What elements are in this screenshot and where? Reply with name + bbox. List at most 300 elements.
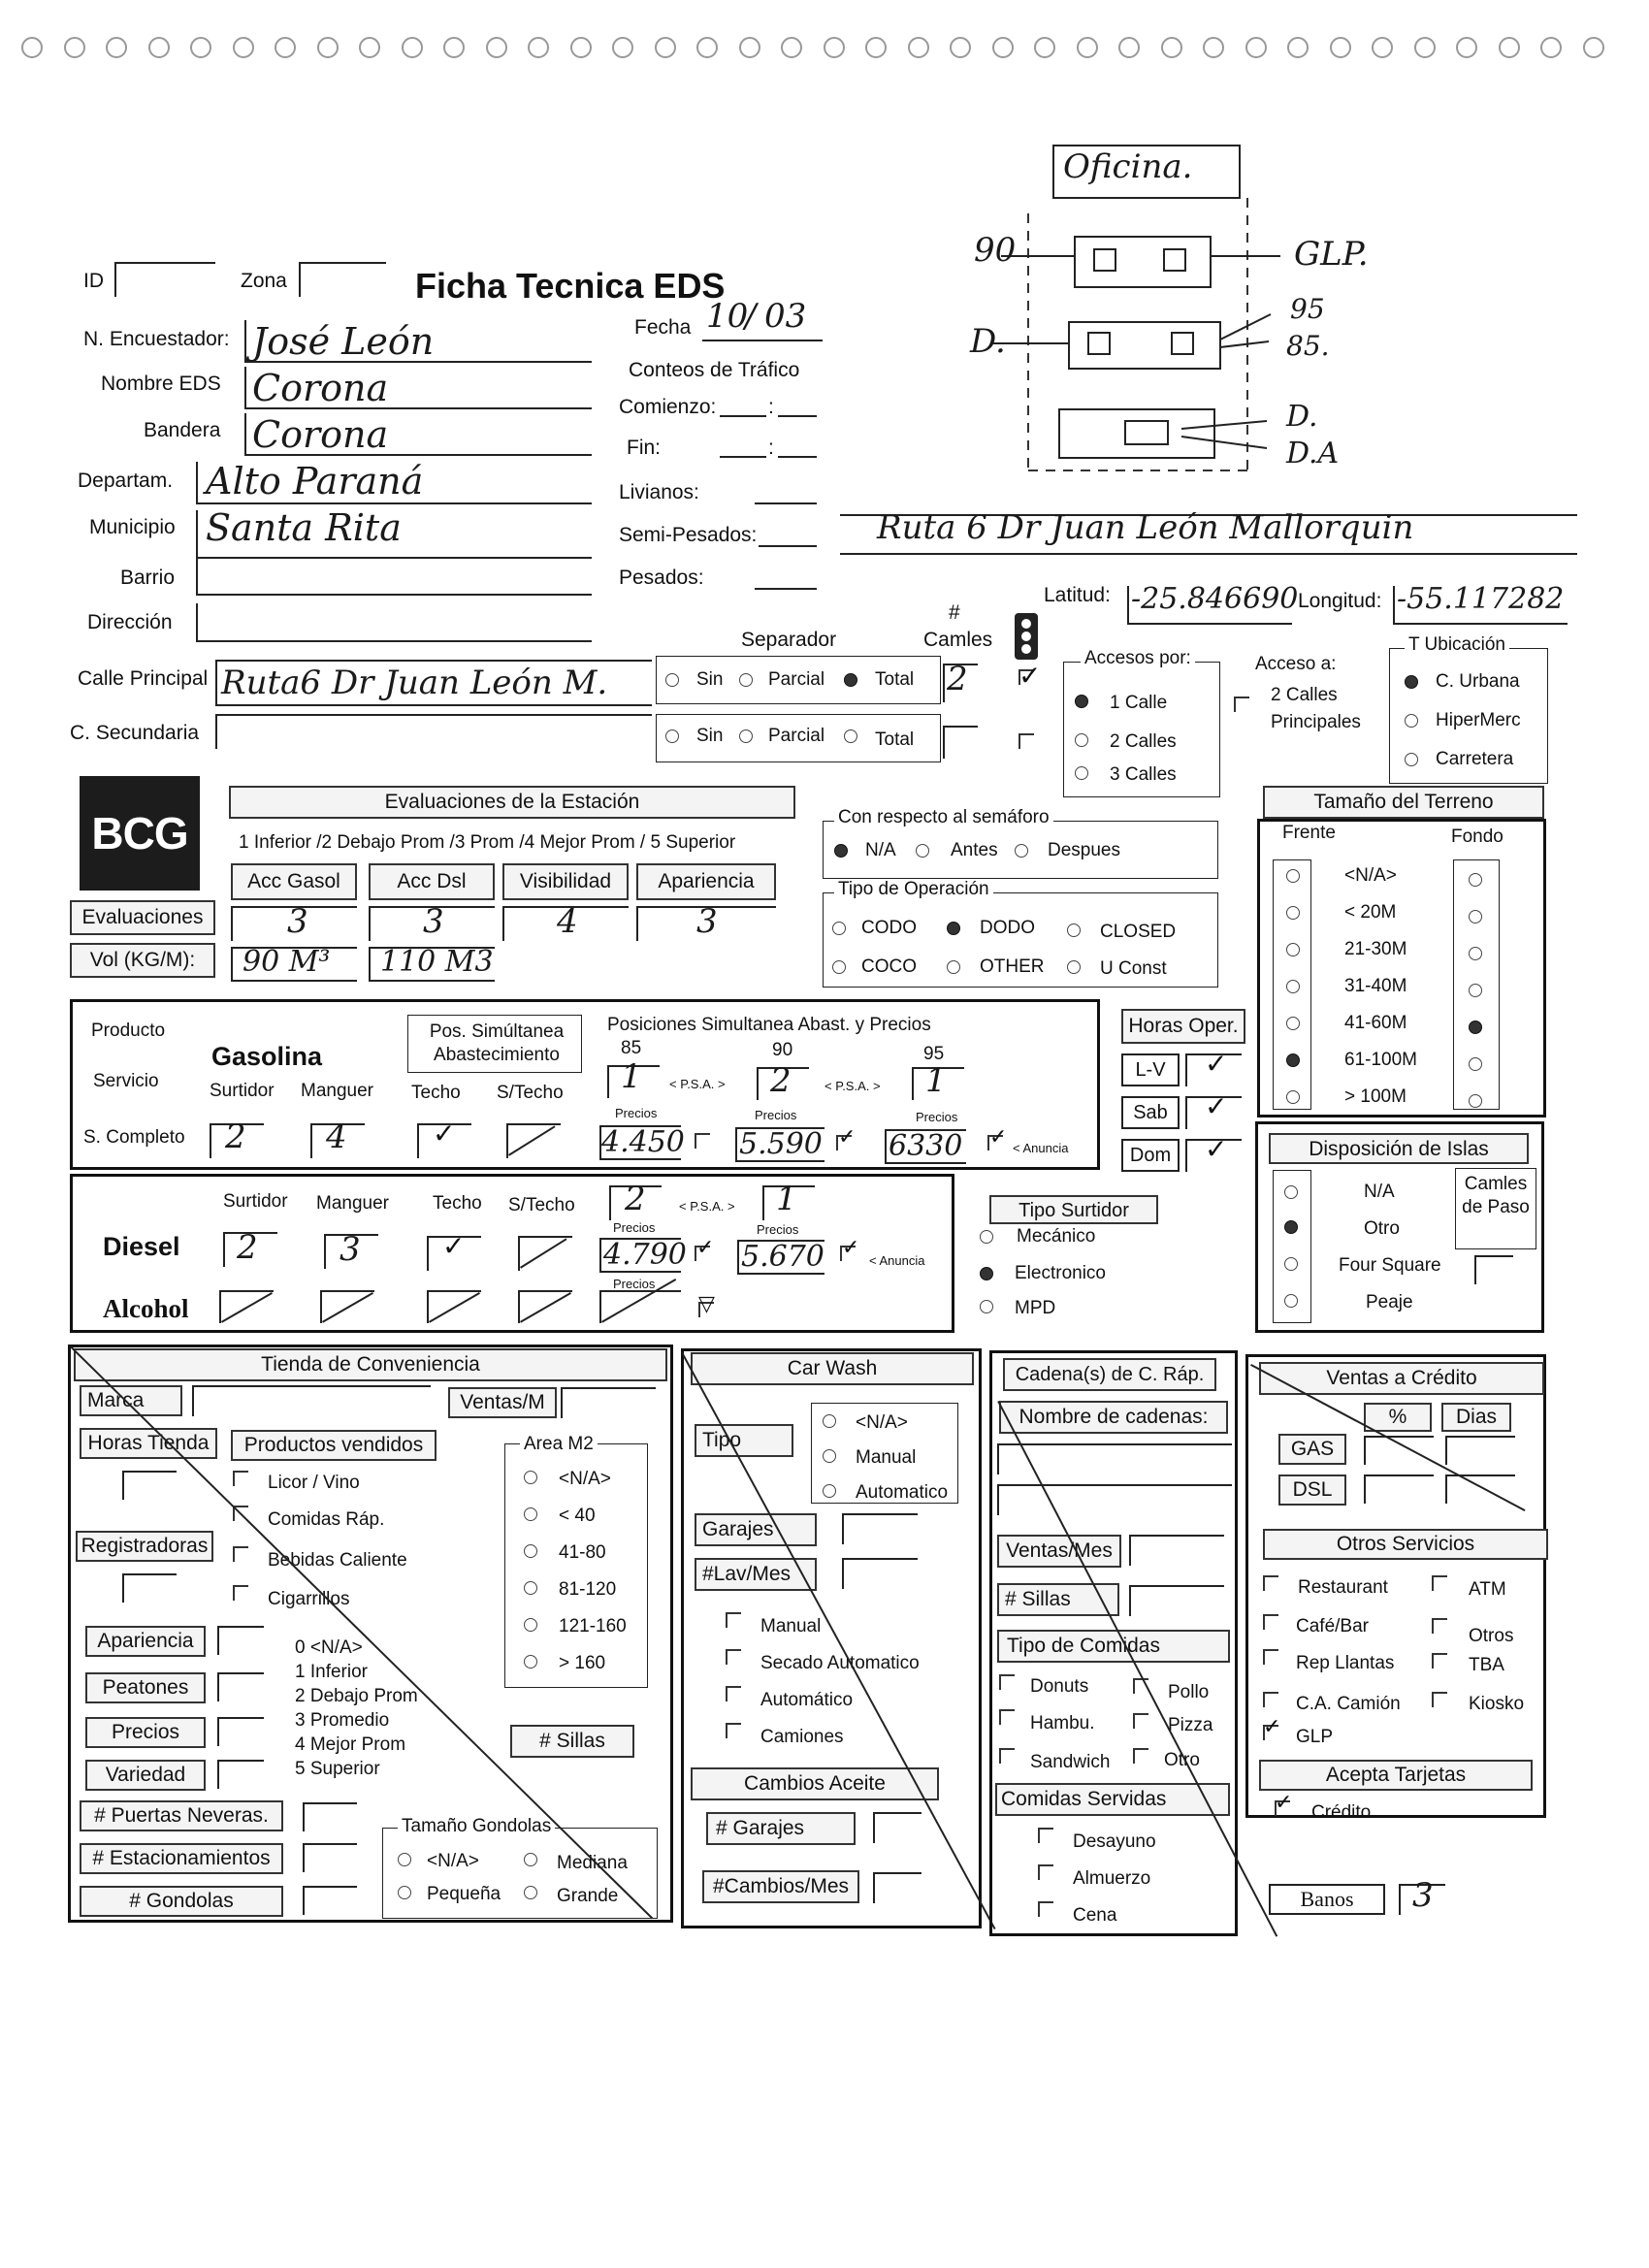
sep2-parcial-label: Parcial (768, 726, 825, 746)
tienda-neveras-field[interactable] (303, 1802, 357, 1831)
cw-opt-check-3[interactable] (726, 1723, 741, 1738)
psa-label-2: < P.S.A. > (824, 1079, 881, 1093)
binding-ring (1540, 37, 1562, 58)
vol-label: Vol (KG/M): (70, 943, 215, 978)
rep-check[interactable] (1263, 1649, 1278, 1665)
otros-servicios-title: Otros Servicios (1263, 1529, 1548, 1560)
calle-value: Ruta6 Dr Juan León M. (221, 664, 608, 702)
tienda-scale-item: 4 Mejor Prom (295, 1734, 406, 1755)
ubicacion-urbana-radio[interactable] (1405, 675, 1418, 689)
vol2-value: 110 M3 (380, 945, 494, 979)
fecha-month: 03 (764, 297, 807, 336)
bebidas-check[interactable] (233, 1546, 248, 1562)
zona-field[interactable] (299, 262, 386, 297)
dsl-anuncia-label: < Anuncia (869, 1253, 925, 1268)
binding-ring (148, 37, 170, 58)
tienda-scale-item: 1 Inferior (295, 1662, 368, 1682)
binding-ring (486, 37, 507, 58)
area-radio-5[interactable] (524, 1655, 537, 1669)
tienda-ventas: Ventas/M (448, 1387, 557, 1418)
area-radio-0[interactable] (524, 1471, 537, 1484)
cw-na-radio[interactable] (823, 1414, 836, 1428)
ts-mpd-radio[interactable] (980, 1300, 993, 1313)
sep2-total-radio[interactable] (844, 729, 857, 743)
sep2-light-check[interactable] (1018, 733, 1034, 749)
binding-ring (950, 37, 971, 58)
horas-lv-tick: ✓ (1205, 1048, 1228, 1080)
atm-check[interactable] (1432, 1575, 1447, 1591)
otro-check[interactable] (1133, 1748, 1148, 1764)
binding-ring (655, 37, 676, 58)
ts-mpd-label: MPD (1015, 1298, 1056, 1318)
traffic-light-icon (1009, 609, 1044, 664)
area-radio-1[interactable] (524, 1507, 537, 1521)
tienda-variedad-field[interactable] (217, 1760, 264, 1789)
credito-gas: GAS (1278, 1434, 1346, 1465)
islas-four-radio[interactable] (1284, 1257, 1298, 1271)
hambu-label: Hambu. (1030, 1713, 1095, 1733)
ubicacion-carretera-radio[interactable] (1405, 753, 1418, 766)
oct95: 95 (923, 1044, 945, 1064)
eval-acc-gasol: 3 (287, 902, 308, 941)
tba-label: TBA (1469, 1655, 1504, 1675)
acceso-a-check[interactable] (1234, 697, 1249, 712)
latitud-label: Latitud: (1044, 584, 1111, 606)
binding-ring (696, 37, 718, 58)
municipio-label: Municipio (89, 516, 176, 538)
op-coco-radio[interactable] (832, 960, 846, 974)
frente-radio-1[interactable] (1286, 906, 1300, 920)
licor-check[interactable] (233, 1471, 248, 1486)
eval-acc-dsl: 3 (423, 902, 444, 941)
dsl-surtidor-label: Surtidor (223, 1191, 288, 1212)
binding-ring (781, 37, 802, 58)
horas-dom-tick: ✓ (1205, 1133, 1228, 1165)
tienda-apariencia: Apariencia (85, 1626, 206, 1657)
sep1-light-tick: ✓ (1018, 660, 1042, 692)
sketch-right3a: D. (1286, 400, 1318, 434)
dsl-price2-value: 5.670 (741, 1240, 824, 1274)
vol1-value: 90 M³ (242, 945, 331, 979)
tienda-gondolas-field[interactable] (303, 1886, 357, 1915)
nombre-label: Nombre EDS (101, 373, 221, 395)
binding-ring (824, 37, 845, 58)
restaurant-check[interactable] (1263, 1575, 1278, 1591)
gond-mediana-radio[interactable] (524, 1853, 537, 1866)
binding-ring (106, 37, 127, 58)
camiones-hash: # (949, 601, 960, 624)
binding-ring (1499, 37, 1520, 58)
fin-m[interactable] (778, 456, 817, 458)
pesados-label: Pesados: (619, 567, 704, 589)
frente-radio-6[interactable] (1286, 1090, 1300, 1104)
dsl-price1-value: 4.790 (603, 1238, 687, 1272)
pos95-value: 1 (925, 1061, 947, 1100)
dsl-price2-tick: ✓ (842, 1236, 860, 1260)
islas-camiones: Camles de Paso (1455, 1168, 1536, 1249)
cambios-garajes: # Garajes (706, 1812, 856, 1845)
credito-dias: Dias (1441, 1403, 1511, 1432)
sketch-left1: 90 (974, 231, 1017, 270)
islas-na-radio[interactable] (1284, 1185, 1298, 1199)
accesos-1-label: 1 Calle (1110, 693, 1168, 713)
binding-ring (1034, 37, 1055, 58)
area-radio-4[interactable] (524, 1618, 537, 1632)
nombre-value: Corona (252, 367, 389, 409)
kiosko-label: Kiosko (1469, 1694, 1525, 1714)
fin-h[interactable] (720, 456, 766, 458)
separador-label: Separador (741, 629, 837, 651)
cadenas-servidas: Comidas Servidas (995, 1783, 1230, 1816)
cigarrillos-check[interactable] (233, 1585, 248, 1601)
binding-ring (1203, 37, 1224, 58)
rep-label: Rep Llantas (1296, 1653, 1395, 1673)
sep1-total-radio[interactable] (844, 673, 857, 687)
pizza-label: Pizza (1168, 1715, 1213, 1735)
fondo-radio-3[interactable] (1469, 984, 1482, 997)
op-uconst-radio[interactable] (1067, 960, 1081, 974)
bandera-label: Bandera (144, 419, 221, 441)
tienda-registradoras-field[interactable] (122, 1573, 177, 1603)
pos85-value: 1 (621, 1057, 642, 1096)
tam-gondolas-title: Tamaño Gondolas (398, 1816, 555, 1837)
semaforo-title: Con respecto al semáforo (834, 807, 1053, 828)
binding-ring (1330, 37, 1351, 58)
tienda-scale-item: 5 Superior (295, 1759, 380, 1779)
binding-ring (21, 37, 43, 58)
sketch-right2a: 95 (1290, 293, 1325, 325)
frente-radio-4[interactable] (1286, 1017, 1300, 1030)
gas-techo-tick: ✓ (433, 1118, 456, 1150)
comienzo-h[interactable] (720, 415, 766, 417)
tienda-scale-item: 2 Debajo Prom (295, 1686, 418, 1706)
cadenas-tipo: Tipo de Comidas (997, 1630, 1230, 1663)
binding-ring (443, 37, 465, 58)
fecha-day: 10 (706, 297, 749, 336)
terreno-row-label: 41-60M (1344, 1013, 1407, 1033)
eval-apariencia: 3 (696, 902, 718, 941)
secundaria-label: C. Secundaria (70, 722, 200, 744)
pesados-field[interactable] (755, 588, 817, 590)
carwash-garajes-field[interactable] (842, 1513, 918, 1544)
direccion-field[interactable] (196, 603, 592, 642)
direccion-label: Dirección (87, 611, 173, 633)
accesos-2-radio[interactable] (1075, 733, 1088, 747)
terreno-row-label: <N/A> (1344, 865, 1397, 886)
tienda-productos: Productos vendidos (231, 1430, 436, 1461)
donuts-check[interactable] (999, 1674, 1015, 1690)
kiosko-check[interactable] (1432, 1692, 1447, 1707)
camiones-label: Camles (923, 629, 993, 651)
semi-field[interactable] (759, 545, 817, 547)
ts-mecanico-label: Mecánico (1017, 1226, 1096, 1247)
semaforo-na-radio[interactable] (834, 844, 848, 858)
cambios-garajes-field[interactable] (873, 1812, 922, 1843)
islas-peaje-radio[interactable] (1284, 1294, 1298, 1308)
diesel-name: Diesel (103, 1232, 180, 1261)
calle-label: Calle Principal (78, 667, 209, 690)
desayuno-check[interactable] (1038, 1828, 1053, 1843)
id-label: ID (83, 270, 104, 292)
terreno-frente: Frente (1282, 823, 1336, 843)
form-title: Ficha Tecnica EDS (415, 266, 726, 306)
gas-stecho-label: S/Techo (497, 1083, 564, 1103)
tienda-title: Tienda de Conveniencia (74, 1348, 667, 1381)
frente-radio-5[interactable] (1286, 1053, 1300, 1067)
ca-check[interactable] (1263, 1692, 1278, 1707)
price95-anuncia-tick: ✓ (989, 1125, 1008, 1150)
area-radio-2[interactable] (524, 1544, 537, 1558)
tienda-peatones-field[interactable] (217, 1672, 264, 1701)
islas-otro-label: Otro (1364, 1218, 1400, 1239)
almuerzo-check[interactable] (1038, 1864, 1053, 1880)
pos90-value: 2 (770, 1061, 792, 1100)
encuestador-label: N. Encuestador: (83, 328, 230, 350)
credito-gas-dias[interactable] (1445, 1436, 1515, 1465)
cadenas-sillas: # Sillas (997, 1583, 1119, 1616)
binding-ring (190, 37, 211, 58)
fondo-radio-5[interactable] (1469, 1057, 1482, 1071)
gond-grande-radio[interactable] (524, 1886, 537, 1899)
horas-sab: Sab (1121, 1096, 1180, 1129)
otro-label: Otro (1164, 1750, 1200, 1770)
credito-label: Crédito (1311, 1802, 1372, 1823)
conteos-title: Conteos de Tráfico (629, 359, 800, 381)
carwash-lav-field[interactable] (842, 1558, 918, 1589)
binding-ring (317, 37, 339, 58)
islas-camiones-field[interactable] (1474, 1255, 1513, 1284)
op-closed-label: CLOSED (1100, 922, 1177, 942)
sketch-oficina: Oficina. (1063, 147, 1193, 186)
ubicacion-urbana-label: C. Urbana (1436, 671, 1520, 692)
islas-four-label: Four Square (1339, 1255, 1441, 1276)
carwash-title: Car Wash (691, 1352, 974, 1385)
dsl-precios-2: Precios (757, 1222, 799, 1237)
secundaria-field[interactable] (215, 714, 652, 749)
livianos-label: Livianos: (619, 481, 699, 503)
longitud-label: Longitud: (1298, 590, 1382, 612)
islas-peaje-label: Peaje (1366, 1292, 1413, 1312)
camiones-count: 2 (947, 660, 968, 698)
area-option: <N/A> (559, 1469, 611, 1489)
tipo-surtidor-title: Tipo Surtidor (989, 1195, 1158, 1224)
pollo-label: Pollo (1168, 1682, 1210, 1702)
tienda-estacionamientos-field[interactable] (303, 1843, 357, 1872)
ubicacion-carretera-label: Carretera (1436, 749, 1514, 769)
alcohol-field-4[interactable] (599, 1290, 681, 1323)
evaluaciones-row-label: Evaluaciones (70, 900, 215, 935)
credito-title: Ventas a Crédito (1259, 1362, 1544, 1395)
col-visibilidad: Visibilidad (502, 863, 629, 900)
accesos-3-label: 3 Calles (1110, 764, 1177, 785)
semaforo-antes-label: Antes (951, 840, 998, 860)
gas-surtidor-value: 2 (225, 1118, 246, 1156)
binding-ring (612, 37, 633, 58)
livianos-field[interactable] (755, 502, 817, 504)
frente-radio-3[interactable] (1286, 980, 1300, 993)
dsl-manguer-label: Manguer (316, 1193, 389, 1214)
credito-tick: ✓ (1275, 1791, 1293, 1815)
tba-check[interactable] (1432, 1653, 1447, 1669)
price85-value: 4.450 (601, 1125, 685, 1159)
frente-radio-0[interactable] (1286, 869, 1300, 883)
tienda-scale-item: 0 <N/A> (295, 1637, 363, 1658)
ts-mecanico-radio[interactable] (980, 1230, 993, 1244)
fondo-radio-4[interactable] (1469, 1021, 1482, 1034)
sep2-sin-radio[interactable] (665, 729, 679, 743)
precios-label-1: Precios (615, 1106, 658, 1120)
alc-price-tick: ▽ (698, 1292, 715, 1316)
cadenas-ventas: Ventas/Mes (997, 1535, 1121, 1568)
cena-label: Cena (1073, 1905, 1117, 1926)
cw-auto-radio[interactable] (823, 1484, 836, 1498)
binding-ring (1118, 37, 1140, 58)
cafe-check[interactable] (1263, 1614, 1278, 1630)
fondo-radio-6[interactable] (1469, 1094, 1482, 1108)
zona-label: Zona (241, 270, 287, 292)
hambu-check[interactable] (999, 1709, 1015, 1725)
dsl-stecho-label: S/Techo (508, 1195, 575, 1215)
op-other-radio[interactable] (947, 960, 960, 974)
gasolina-name: Gasolina (211, 1042, 323, 1071)
eval-visibilidad: 4 (557, 902, 578, 941)
municipio-value: Santa Rita (206, 506, 402, 549)
tienda-apariencia-field[interactable] (217, 1626, 264, 1655)
gond-grande-label: Grande (557, 1886, 619, 1906)
donuts-label: Donuts (1030, 1676, 1089, 1697)
cena-check[interactable] (1038, 1901, 1053, 1917)
cw-opt-check-0[interactable] (726, 1612, 741, 1628)
bandera-value: Corona (252, 413, 389, 456)
credito-pct: % (1364, 1403, 1432, 1432)
precios-label-3: Precios (916, 1110, 958, 1124)
binding-ring (402, 37, 423, 58)
gond-pequena-radio[interactable] (398, 1886, 411, 1899)
banos-label: Banos (1269, 1884, 1385, 1915)
sep2-parcial-radio[interactable] (739, 729, 753, 743)
sep1-parcial-radio[interactable] (739, 673, 753, 687)
price85-anuncia-check[interactable] (695, 1133, 710, 1149)
acceso-a-title: Acceso a: (1255, 654, 1337, 674)
op-closed-radio[interactable] (1067, 923, 1081, 937)
bebidas-label: Bebidas Caliente (268, 1550, 407, 1571)
comienzo-m[interactable] (778, 415, 817, 417)
area-option: 121-160 (559, 1616, 627, 1636)
fondo-radio-1[interactable] (1469, 910, 1482, 923)
dsl-manguer-value: 3 (340, 1230, 361, 1269)
tienda-sillas: # Sillas (510, 1725, 634, 1758)
tienda-estacionamientos: # Estacionamientos (80, 1843, 283, 1874)
camiones-count2-field[interactable] (943, 726, 978, 759)
otros-check[interactable] (1432, 1618, 1447, 1634)
op-other-label: OTHER (980, 956, 1045, 977)
accesos-3-radio[interactable] (1075, 766, 1088, 780)
ts-electronico-radio[interactable] (980, 1267, 993, 1280)
credito-gas-pct[interactable] (1364, 1436, 1434, 1465)
id-field[interactable] (114, 262, 215, 297)
cambios-mes-field[interactable] (873, 1872, 922, 1903)
op-codo-radio[interactable] (832, 922, 846, 935)
precios-label-2: Precios (755, 1108, 797, 1122)
cadenas-nombre-field-2[interactable] (997, 1484, 1232, 1515)
tienda-ventas-field[interactable] (561, 1387, 656, 1418)
semaforo-despues-radio[interactable] (1015, 844, 1028, 858)
cadenas-nombre: Nombre de cadenas: (999, 1401, 1228, 1434)
terreno-title: Tamaño del Terreno (1263, 786, 1544, 819)
terreno-row-label: > 100M (1344, 1086, 1406, 1107)
binding-ring (1414, 37, 1436, 58)
tienda-marca-field[interactable] (192, 1385, 431, 1416)
islas-otro-radio[interactable] (1284, 1220, 1298, 1234)
area-option: < 40 (559, 1506, 596, 1526)
latitud-value: -25.846690 (1131, 582, 1299, 616)
fondo-radio-0[interactable] (1469, 873, 1482, 887)
tienda-neveras: # Puertas Neveras. (80, 1800, 283, 1831)
cw-opt-check-2[interactable] (726, 1686, 741, 1701)
tienda-horas-field[interactable] (122, 1471, 177, 1500)
carwash-tipo: Tipo (695, 1424, 793, 1457)
ubicacion-title: T Ubicación (1405, 634, 1509, 656)
tienda-precios-field[interactable] (217, 1717, 264, 1746)
credito-dsl: DSL (1278, 1474, 1346, 1506)
horas-title: Horas Oper. (1121, 1009, 1245, 1044)
oct85: 85 (621, 1038, 642, 1058)
area-radio-3[interactable] (524, 1581, 537, 1595)
pizza-check[interactable] (1133, 1713, 1148, 1729)
credito-dsl-pct[interactable] (1364, 1474, 1434, 1504)
binding-ring (1287, 37, 1309, 58)
cw-opt-check-1[interactable] (726, 1649, 741, 1665)
producto-label: Producto (91, 1021, 166, 1041)
ts-electronico-label: Electronico (1015, 1263, 1106, 1283)
area-option: > 160 (559, 1653, 606, 1673)
gond-na-radio[interactable] (398, 1853, 411, 1866)
terreno-fondo: Fondo (1451, 826, 1504, 847)
glp-tick: ✓ (1263, 1715, 1281, 1739)
ca-label: C.A. Camión (1296, 1694, 1401, 1714)
binding-ring (233, 37, 254, 58)
op-dodo-radio[interactable] (947, 922, 960, 935)
comidas-label: Comidas Ráp. (268, 1509, 385, 1530)
op-dodo-label: DODO (980, 918, 1035, 938)
evaluaciones-scale: 1 Inferior /2 Debajo Prom /3 Prom /4 Mejor Prom / 5 Superior (239, 832, 736, 853)
tienda-horas: Horas Tienda (80, 1428, 217, 1459)
cambios-mes: #Cambios/Mes (702, 1870, 859, 1903)
tienda-scale-item: 3 Promedio (295, 1710, 390, 1731)
semaforo-antes-radio[interactable] (916, 844, 929, 858)
cw-opt-label: Camiones (760, 1727, 844, 1747)
frente-radio-2[interactable] (1286, 943, 1300, 956)
fondo-radio-2[interactable] (1469, 947, 1482, 960)
cambios-title: Cambios Aceite (691, 1767, 939, 1800)
sep1-sin-radio[interactable] (665, 673, 679, 687)
cadenas-ventas-field[interactable] (1129, 1535, 1224, 1566)
fin-label: Fin: (627, 437, 662, 459)
sep1-sin-label: Sin (696, 669, 724, 690)
sep2-sin-label: Sin (696, 726, 724, 746)
barrio-field[interactable] (196, 559, 592, 596)
binding-ring (275, 37, 296, 58)
cw-manual-radio[interactable] (823, 1449, 836, 1463)
binding-ring (1583, 37, 1604, 58)
dsl-techo-label: Techo (433, 1193, 482, 1214)
accesos-1-radio[interactable] (1075, 695, 1088, 708)
ubicacion-hiper-radio[interactable] (1405, 714, 1418, 728)
sandwich-check[interactable] (999, 1748, 1015, 1764)
price90-anuncia-tick: ✓ (838, 1125, 857, 1150)
cadenas-sillas-field[interactable] (1129, 1585, 1224, 1616)
binding-ring (1077, 37, 1098, 58)
